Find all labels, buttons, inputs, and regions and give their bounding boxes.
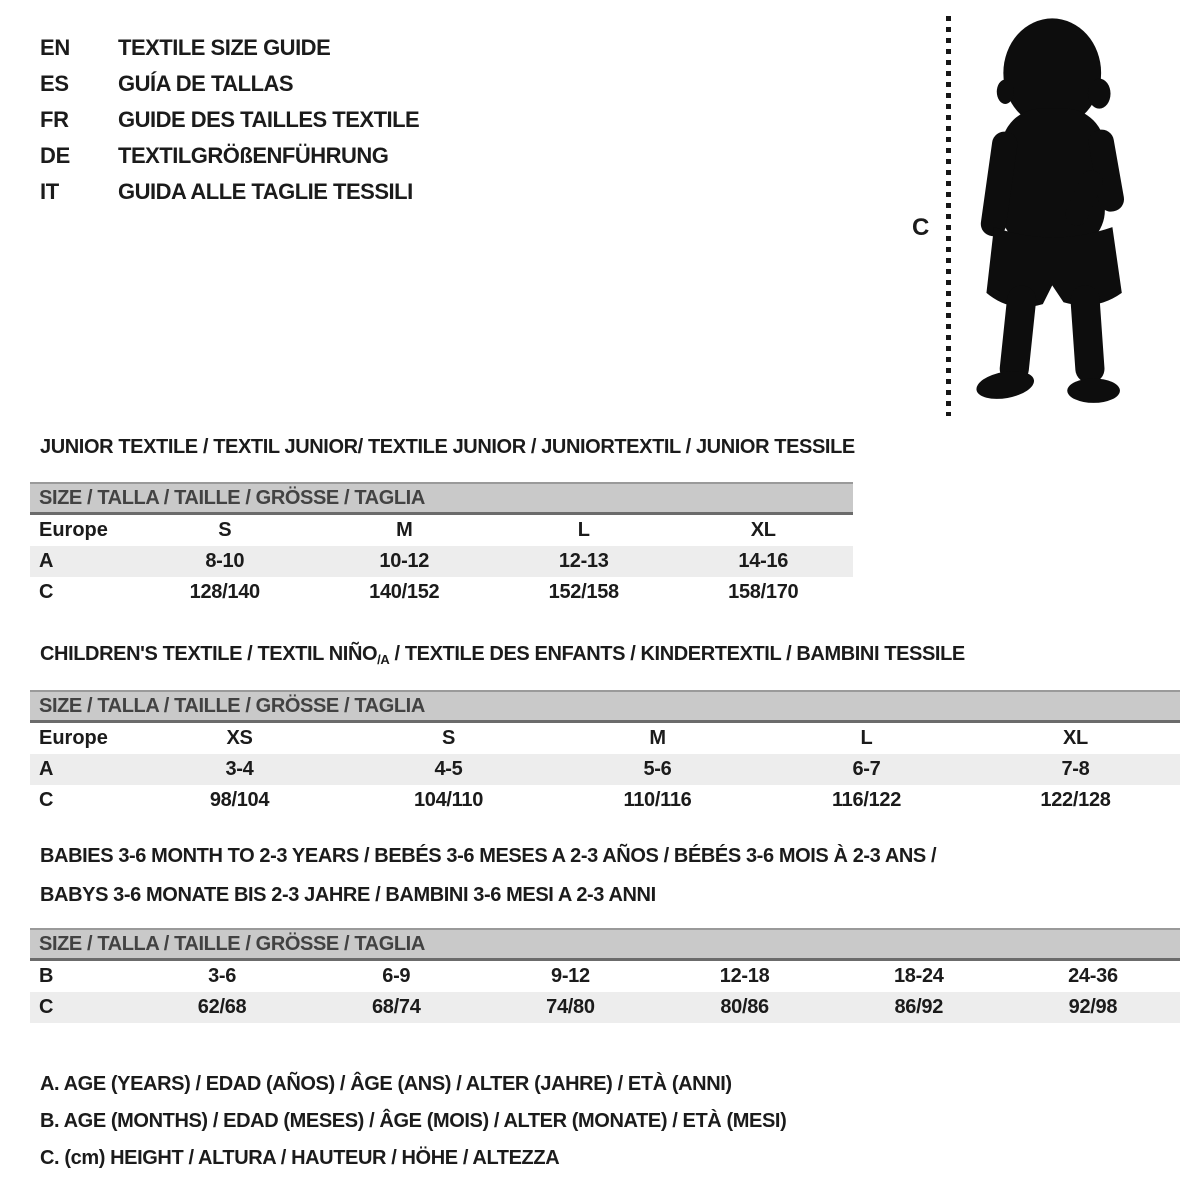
row-label: Europe <box>39 727 108 749</box>
size-cell: XL <box>750 519 776 541</box>
lang-row-en <box>40 30 419 66</box>
table-row-height <box>30 577 853 608</box>
children-section-title <box>40 643 965 667</box>
height-cell: 92/98 <box>1068 996 1118 1018</box>
lang-title: TEXTILE SIZE GUIDE <box>118 35 331 60</box>
height-cell: 140/152 <box>369 581 440 603</box>
height-cell: 122/128 <box>1040 789 1111 811</box>
babies-table-header: SIZE / TALLA / TAILLE / GRÖSSE / TAGLIA <box>30 928 1180 961</box>
months-cell: 24-36 <box>1068 965 1118 987</box>
lang-row-fr <box>40 102 419 138</box>
lang-code: EN <box>40 35 70 60</box>
table-row-months <box>30 961 1180 992</box>
months-cell: 3-6 <box>208 965 237 987</box>
age-cell: 8-10 <box>205 550 245 572</box>
size-cell: S <box>441 727 456 749</box>
age-cell: 5-6 <box>643 758 672 780</box>
row-label: C <box>39 789 54 811</box>
size-cell: S <box>218 519 232 541</box>
height-cell: 68/74 <box>371 996 421 1018</box>
lang-code: FR <box>40 107 69 132</box>
height-measure-dashed-line <box>946 16 951 416</box>
age-cell: 3-4 <box>225 758 254 780</box>
height-cell: 116/122 <box>831 789 902 811</box>
size-cell: L <box>577 519 590 541</box>
months-cell: 6-9 <box>382 965 411 987</box>
junior-section-title: JUNIOR TEXTILE / TEXTIL JUNIOR/ TEXTILE JUNIOR / JUNIORTEXTIL / JUNIOR TESSILE <box>40 436 855 458</box>
legend-line-b: B. AGE (MONTHS) / EDAD (MESES) / ÂGE (MOIS) / ALTER (MONATE) / ETÀ (MESI) <box>40 1110 787 1132</box>
table-row-age <box>30 754 1180 785</box>
lang-code: ES <box>40 71 69 96</box>
size-cell: L <box>860 727 873 749</box>
legend-line-a: A. AGE (YEARS) / EDAD (AÑOS) / ÂGE (ANS) / ALTER (JAHRE) / ETÀ (ANNI) <box>40 1073 732 1095</box>
measure-legend <box>40 1066 786 1177</box>
lang-code: DE <box>40 143 70 168</box>
table-row-europe <box>30 515 853 546</box>
lang-title: TEXTILGRÖßENFÜHRUNG <box>118 143 389 168</box>
babies-size-table <box>30 928 1180 1023</box>
months-cell: 12-18 <box>719 965 770 987</box>
lang-row-it <box>40 174 419 210</box>
age-cell: 10-12 <box>379 550 430 572</box>
babies-section-title-line2: BABYS 3-6 MONATE BIS 2-3 JAHRE / BAMBINI 3-6 MESI A 2-3 ANNI <box>40 884 656 906</box>
height-cell: 152/158 <box>548 581 619 603</box>
age-cell: 12-13 <box>558 550 609 572</box>
size-cell: XS <box>226 727 253 749</box>
toddler-silhouette-image <box>962 4 1150 422</box>
height-cell: 74/80 <box>546 996 595 1018</box>
size-cell: M <box>396 519 413 541</box>
height-cell: 80/86 <box>720 996 769 1018</box>
children-title-post: / TEXTILE DES ENFANTS / KINDERTEXTIL / BAMBINI TESSILE <box>389 643 965 665</box>
children-title-pre: CHILDREN'S TEXTILE / TEXTIL NIÑO <box>40 643 378 665</box>
size-cell: XL <box>1063 727 1088 749</box>
babies-section-title-line1: BABIES 3-6 MONTH TO 2-3 YEARS / BEBÉS 3-6 MESES A 2-3 AÑOS / BÉBÉS 3-6 MOIS À 2-3 ANS / <box>40 845 937 867</box>
junior-table-header: SIZE / TALLA / TAILLE / GRÖSSE / TAGLIA <box>30 482 853 515</box>
age-cell: 6-7 <box>852 758 881 780</box>
row-label: C <box>39 996 54 1018</box>
row-label: C <box>39 581 54 603</box>
children-size-table <box>30 690 1180 816</box>
height-cell: 104/110 <box>413 789 484 811</box>
lang-row-de <box>40 138 419 174</box>
height-cell: 98/104 <box>209 789 270 811</box>
row-label: A <box>39 758 54 780</box>
height-cell: 62/68 <box>197 996 247 1018</box>
table-row-height <box>30 992 1180 1023</box>
height-cell: 128/140 <box>189 581 260 603</box>
legend-line-c: C. (cm) HEIGHT / ALTURA / HAUTEUR / HÖHE / ALTEZZA <box>40 1147 560 1169</box>
table-row-europe <box>30 723 1180 754</box>
lang-title: GUIDE DES TAILLES TEXTILE <box>118 107 420 132</box>
children-table-header: SIZE / TALLA / TAILLE / GRÖSSE / TAGLIA <box>30 690 1180 723</box>
row-label: B <box>39 965 54 987</box>
lang-title: GUÍA DE TALLAS <box>118 71 294 96</box>
age-cell: 4-5 <box>434 758 463 780</box>
size-cell: M <box>649 727 666 749</box>
height-measure-label: C <box>912 214 930 241</box>
months-cell: 9-12 <box>551 965 590 987</box>
lang-code: IT <box>40 179 59 204</box>
age-cell: 14-16 <box>738 550 789 572</box>
row-label: A <box>39 550 54 572</box>
language-title-block <box>40 30 419 210</box>
table-row-age <box>30 546 853 577</box>
table-row-height <box>30 785 1180 816</box>
row-label: Europe <box>39 519 108 541</box>
months-cell: 18-24 <box>893 965 944 987</box>
lang-title: GUIDA ALLE TAGLIE TESSILI <box>118 179 413 204</box>
height-cell: 86/92 <box>894 996 944 1018</box>
lang-row-es <box>40 66 419 102</box>
height-cell: 110/116 <box>623 789 692 811</box>
age-cell: 7-8 <box>1061 758 1090 780</box>
children-title-sub: /A <box>377 652 390 667</box>
junior-size-table <box>30 482 853 608</box>
height-cell: 158/170 <box>728 581 799 603</box>
